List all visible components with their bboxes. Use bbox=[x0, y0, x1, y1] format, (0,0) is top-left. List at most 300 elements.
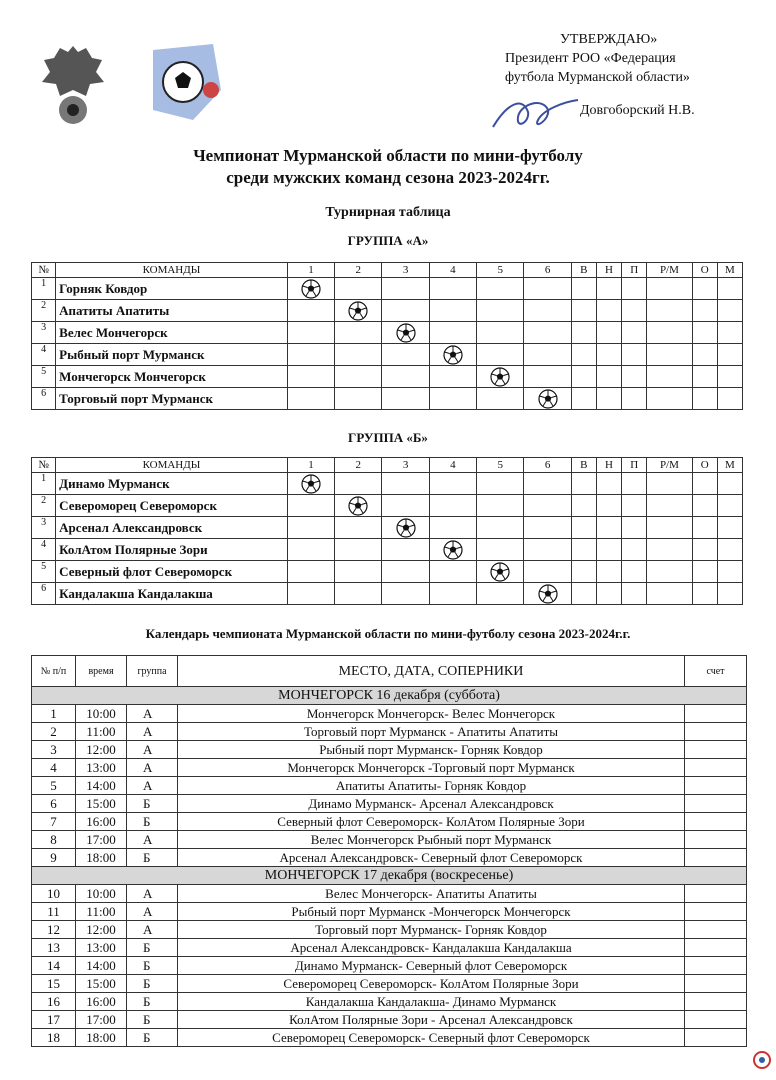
cell bbox=[524, 344, 571, 366]
match-row bbox=[32, 957, 747, 975]
cell bbox=[647, 388, 692, 410]
cell bbox=[287, 561, 334, 583]
table-row bbox=[32, 322, 743, 344]
header-col: 1 bbox=[287, 263, 334, 278]
match-group: Б bbox=[127, 1011, 178, 1029]
match-time: 13:00 bbox=[76, 759, 127, 777]
cell bbox=[717, 473, 742, 495]
match-score bbox=[685, 1029, 747, 1047]
match-number: 2 bbox=[32, 723, 76, 741]
cell bbox=[622, 388, 647, 410]
match-teams: Кандалакша Кандалакша- Динамо Мурманск bbox=[178, 993, 685, 1011]
cell bbox=[692, 539, 717, 561]
cell bbox=[477, 366, 524, 388]
cell bbox=[335, 561, 382, 583]
cell bbox=[622, 366, 647, 388]
match-time: 17:00 bbox=[76, 1011, 127, 1029]
team-name: Горняк Ковдор bbox=[56, 278, 288, 300]
match-group: А bbox=[127, 831, 178, 849]
cell bbox=[647, 366, 692, 388]
match-time: 14:00 bbox=[76, 777, 127, 795]
match-number: 6 bbox=[32, 795, 76, 813]
cell bbox=[571, 583, 596, 605]
row-number: 1 bbox=[32, 278, 56, 300]
table-row bbox=[32, 583, 743, 605]
match-score bbox=[685, 921, 747, 939]
cell bbox=[382, 344, 429, 366]
match-number: 18 bbox=[32, 1029, 76, 1047]
ball-icon bbox=[301, 474, 321, 494]
cell bbox=[647, 583, 692, 605]
cell bbox=[429, 517, 476, 539]
table-header-row bbox=[32, 263, 743, 278]
match-score bbox=[685, 885, 747, 903]
match-score bbox=[685, 777, 747, 795]
day-section-row bbox=[32, 687, 747, 705]
cell bbox=[429, 561, 476, 583]
match-group: А bbox=[127, 903, 178, 921]
row-number: 3 bbox=[32, 322, 56, 344]
header-matches: МЕСТО, ДАТА, СОПЕРНИКИ bbox=[178, 656, 685, 687]
match-time: 15:00 bbox=[76, 795, 127, 813]
ball-icon bbox=[490, 367, 510, 387]
team-name: Мончегорск Мончегорск bbox=[56, 366, 288, 388]
cell bbox=[692, 495, 717, 517]
cell bbox=[647, 322, 692, 344]
table-header-row bbox=[32, 458, 743, 473]
match-group: А bbox=[127, 705, 178, 723]
cell bbox=[382, 300, 429, 322]
match-teams: Динамо Мурманск- Арсенал Александровск bbox=[178, 795, 685, 813]
match-number: 9 bbox=[32, 849, 76, 867]
cell bbox=[717, 278, 742, 300]
match-score bbox=[685, 723, 747, 741]
cell bbox=[477, 583, 524, 605]
match-teams: Североморец Североморск- Северный флот Североморск bbox=[178, 1029, 685, 1047]
cell bbox=[287, 583, 334, 605]
header-col: 6 bbox=[524, 458, 571, 473]
cell bbox=[571, 539, 596, 561]
cell bbox=[717, 517, 742, 539]
cell bbox=[335, 539, 382, 561]
match-teams: Велес Мончегорск- Апатиты Апатиты bbox=[178, 885, 685, 903]
calendar-title: Календарь чемпионата Мурманской области по мини-футболу сезона 2023-2024г.г. bbox=[145, 626, 631, 641]
match-score bbox=[685, 939, 747, 957]
team-name: Североморец Североморск bbox=[56, 495, 288, 517]
cell bbox=[692, 561, 717, 583]
cell bbox=[524, 322, 571, 344]
match-number: 16 bbox=[32, 993, 76, 1011]
cell bbox=[571, 561, 596, 583]
cell bbox=[692, 583, 717, 605]
match-time: 12:00 bbox=[76, 741, 127, 759]
cell bbox=[524, 278, 571, 300]
approval-heading: УТВЕРЖДАЮ» bbox=[560, 32, 658, 47]
match-number: 3 bbox=[32, 741, 76, 759]
cell bbox=[429, 300, 476, 322]
cell bbox=[571, 322, 596, 344]
cell bbox=[596, 517, 621, 539]
match-group: Б bbox=[127, 795, 178, 813]
header-col: Н bbox=[596, 458, 621, 473]
match-teams: Арсенал Александровск- Северный флот Североморск bbox=[178, 849, 685, 867]
match-teams: Апатиты Апатиты- Горняк Ковдор bbox=[178, 777, 685, 795]
header-group: группа bbox=[127, 656, 178, 687]
row-number: 2 bbox=[32, 495, 56, 517]
match-teams: Рыбный порт Мурманск -Мончегорск Мончегорск bbox=[178, 903, 685, 921]
cell bbox=[622, 300, 647, 322]
match-time: 14:00 bbox=[76, 957, 127, 975]
table-row bbox=[32, 561, 743, 583]
cell bbox=[596, 322, 621, 344]
match-teams: Мончегорск Мончегорск- Велес Мончегорск bbox=[178, 705, 685, 723]
cell bbox=[287, 366, 334, 388]
match-score bbox=[685, 741, 747, 759]
match-time: 15:00 bbox=[76, 975, 127, 993]
match-number: 11 bbox=[32, 903, 76, 921]
match-row bbox=[32, 1011, 747, 1029]
match-group: Б bbox=[127, 1029, 178, 1047]
match-row bbox=[32, 939, 747, 957]
cell bbox=[524, 561, 571, 583]
cell bbox=[524, 583, 571, 605]
cell bbox=[717, 539, 742, 561]
row-number: 1 bbox=[32, 473, 56, 495]
header-teams: КОМАНДЫ bbox=[56, 263, 288, 278]
team-name: Кандалакша Кандалакша bbox=[56, 583, 288, 605]
cell bbox=[647, 278, 692, 300]
match-score bbox=[685, 903, 747, 921]
cell bbox=[647, 473, 692, 495]
header-col: П bbox=[622, 263, 647, 278]
header-num: № bbox=[32, 263, 56, 278]
ball-icon bbox=[538, 389, 558, 409]
header-time: время bbox=[76, 656, 127, 687]
match-time: 16:00 bbox=[76, 993, 127, 1011]
table-row bbox=[32, 473, 743, 495]
ball-icon bbox=[490, 562, 510, 582]
cell bbox=[692, 517, 717, 539]
cell bbox=[477, 388, 524, 410]
cell bbox=[596, 473, 621, 495]
cell bbox=[717, 388, 742, 410]
cell bbox=[571, 473, 596, 495]
match-teams: Торговый порт Мурманск - Апатиты Апатиты bbox=[178, 723, 685, 741]
header-col: Р/М bbox=[647, 458, 692, 473]
approval-position: Президент РОО «Федерация bbox=[505, 51, 676, 66]
match-teams: Велес Мончегорск Рыбный порт Мурманск bbox=[178, 831, 685, 849]
header-col: О bbox=[692, 458, 717, 473]
cell bbox=[382, 322, 429, 344]
match-row bbox=[32, 975, 747, 993]
match-score bbox=[685, 795, 747, 813]
cell bbox=[429, 473, 476, 495]
cell bbox=[335, 344, 382, 366]
header-col: 5 bbox=[477, 458, 524, 473]
cell bbox=[571, 517, 596, 539]
calendar-header-row bbox=[32, 656, 747, 687]
day-title: МОНЧЕГОРСК 16 декабря (суббота) bbox=[32, 687, 747, 705]
cell bbox=[717, 322, 742, 344]
match-group: А bbox=[127, 741, 178, 759]
cell bbox=[335, 583, 382, 605]
cell bbox=[571, 495, 596, 517]
cell bbox=[524, 300, 571, 322]
header-col: В bbox=[571, 458, 596, 473]
table-row bbox=[32, 344, 743, 366]
match-row bbox=[32, 921, 747, 939]
cell bbox=[596, 561, 621, 583]
match-number: 1 bbox=[32, 705, 76, 723]
header-col: 4 bbox=[429, 263, 476, 278]
cell bbox=[335, 278, 382, 300]
match-teams: Мончегорск Мончегорск -Торговый порт Мурманск bbox=[178, 759, 685, 777]
cell bbox=[382, 517, 429, 539]
cell bbox=[335, 517, 382, 539]
match-number: 5 bbox=[32, 777, 76, 795]
table-row bbox=[32, 388, 743, 410]
match-row bbox=[32, 759, 747, 777]
match-teams: Северный флот Североморск- КолАтом Полярные Зори bbox=[178, 813, 685, 831]
cell bbox=[596, 366, 621, 388]
cell bbox=[571, 300, 596, 322]
match-row bbox=[32, 741, 747, 759]
cell bbox=[717, 300, 742, 322]
cell bbox=[622, 278, 647, 300]
cell bbox=[647, 561, 692, 583]
match-score bbox=[685, 813, 747, 831]
murmansk-football-federation-logo bbox=[133, 30, 233, 130]
match-time: 12:00 bbox=[76, 921, 127, 939]
cell bbox=[524, 473, 571, 495]
cell bbox=[622, 517, 647, 539]
match-score bbox=[685, 831, 747, 849]
row-number: 6 bbox=[32, 583, 56, 605]
table-row bbox=[32, 366, 743, 388]
table-row bbox=[32, 539, 743, 561]
match-teams: Рыбный порт Мурманск- Горняк Ковдор bbox=[178, 741, 685, 759]
signatory-name: Довгоборский Н.В. bbox=[580, 103, 695, 118]
match-group: Б bbox=[127, 813, 178, 831]
match-score bbox=[685, 975, 747, 993]
ball-icon bbox=[396, 518, 416, 538]
cell bbox=[596, 495, 621, 517]
match-teams: Динамо Мурманск- Северный флот Североморск bbox=[178, 957, 685, 975]
team-name: Велес Мончегорск bbox=[56, 322, 288, 344]
match-group: Б bbox=[127, 939, 178, 957]
match-time: 17:00 bbox=[76, 831, 127, 849]
header-col: О bbox=[692, 263, 717, 278]
cell bbox=[335, 322, 382, 344]
cell bbox=[571, 366, 596, 388]
cell bbox=[717, 583, 742, 605]
cell bbox=[335, 300, 382, 322]
cell bbox=[382, 561, 429, 583]
match-row bbox=[32, 777, 747, 795]
cell bbox=[692, 300, 717, 322]
cell bbox=[571, 278, 596, 300]
cell bbox=[382, 583, 429, 605]
day-section-row bbox=[32, 867, 747, 885]
cell bbox=[382, 539, 429, 561]
match-time: 10:00 bbox=[76, 705, 127, 723]
ball-icon bbox=[396, 323, 416, 343]
match-row bbox=[32, 903, 747, 921]
cell bbox=[382, 278, 429, 300]
match-teams: КолАтом Полярные Зори - Арсенал Александровск bbox=[178, 1011, 685, 1029]
group-b-table bbox=[31, 457, 743, 605]
cell bbox=[692, 366, 717, 388]
team-name: КолАтом Полярные Зори bbox=[56, 539, 288, 561]
match-score bbox=[685, 759, 747, 777]
match-score bbox=[685, 1011, 747, 1029]
cell bbox=[429, 366, 476, 388]
header-col: П bbox=[622, 458, 647, 473]
cell bbox=[692, 388, 717, 410]
match-group: Б bbox=[127, 957, 178, 975]
cell bbox=[287, 539, 334, 561]
team-name: Рыбный порт Мурманск bbox=[56, 344, 288, 366]
cell bbox=[596, 388, 621, 410]
match-number: 12 bbox=[32, 921, 76, 939]
header-col: 3 bbox=[382, 458, 429, 473]
cell bbox=[477, 473, 524, 495]
cell bbox=[622, 322, 647, 344]
team-name: Арсенал Александровск bbox=[56, 517, 288, 539]
cell bbox=[335, 473, 382, 495]
cell bbox=[287, 300, 334, 322]
header-col: В bbox=[571, 263, 596, 278]
cell bbox=[717, 561, 742, 583]
match-time: 10:00 bbox=[76, 885, 127, 903]
cell bbox=[382, 366, 429, 388]
cell bbox=[477, 517, 524, 539]
team-name: Торговый порт Мурманск bbox=[56, 388, 288, 410]
standings-title: Турнирная таблица bbox=[325, 205, 451, 220]
header-col: М bbox=[717, 263, 742, 278]
header-col: 5 bbox=[477, 263, 524, 278]
cell bbox=[622, 473, 647, 495]
header-num: № bbox=[32, 458, 56, 473]
cell bbox=[382, 473, 429, 495]
row-number: 4 bbox=[32, 539, 56, 561]
match-score bbox=[685, 705, 747, 723]
header-col: 4 bbox=[429, 458, 476, 473]
cell bbox=[287, 344, 334, 366]
calendar-table bbox=[31, 655, 747, 1047]
approval-org: футбола Мурманской области» bbox=[505, 70, 690, 85]
match-row bbox=[32, 795, 747, 813]
cell bbox=[717, 344, 742, 366]
cell bbox=[596, 539, 621, 561]
match-group: Б bbox=[127, 975, 178, 993]
football-icon bbox=[752, 1050, 772, 1070]
row-number: 2 bbox=[32, 300, 56, 322]
match-group: А bbox=[127, 759, 178, 777]
cell bbox=[622, 561, 647, 583]
cell bbox=[596, 344, 621, 366]
cell bbox=[717, 495, 742, 517]
team-name: Северный флот Североморск bbox=[56, 561, 288, 583]
match-time: 18:00 bbox=[76, 1029, 127, 1047]
header-col: Н bbox=[596, 263, 621, 278]
match-row bbox=[32, 849, 747, 867]
match-score bbox=[685, 849, 747, 867]
match-row bbox=[32, 831, 747, 849]
row-number: 5 bbox=[32, 366, 56, 388]
team-name: Апатиты Апатиты bbox=[56, 300, 288, 322]
row-number: 5 bbox=[32, 561, 56, 583]
header-col: М bbox=[717, 458, 742, 473]
match-row bbox=[32, 813, 747, 831]
cell bbox=[524, 539, 571, 561]
cell bbox=[477, 495, 524, 517]
cell bbox=[647, 539, 692, 561]
cell bbox=[571, 388, 596, 410]
match-number: 13 bbox=[32, 939, 76, 957]
match-group: А bbox=[127, 723, 178, 741]
cell bbox=[692, 473, 717, 495]
russian-football-union-emblem bbox=[38, 38, 108, 128]
row-number: 6 bbox=[32, 388, 56, 410]
match-group: Б bbox=[127, 849, 178, 867]
cell bbox=[382, 388, 429, 410]
table-row bbox=[32, 517, 743, 539]
cell bbox=[622, 344, 647, 366]
cell bbox=[571, 344, 596, 366]
cell bbox=[287, 278, 334, 300]
cell bbox=[477, 322, 524, 344]
cell bbox=[429, 495, 476, 517]
cell bbox=[429, 322, 476, 344]
match-group: Б bbox=[127, 993, 178, 1011]
match-teams: Торговый порт Мурманск- Горняк Ковдор bbox=[178, 921, 685, 939]
cell bbox=[477, 344, 524, 366]
header-num: № п/п bbox=[32, 656, 76, 687]
match-score bbox=[685, 957, 747, 975]
match-time: 18:00 bbox=[76, 849, 127, 867]
cell bbox=[429, 278, 476, 300]
match-teams: Арсенал Александровск- Кандалакша Кандалакша bbox=[178, 939, 685, 957]
match-time: 11:00 bbox=[76, 903, 127, 921]
cell bbox=[429, 583, 476, 605]
group-b-title: ГРУППА «Б» bbox=[348, 430, 428, 445]
title-line-2: среди мужских команд сезона 2023-2024гг. bbox=[226, 168, 550, 187]
match-row bbox=[32, 1029, 747, 1047]
cell bbox=[524, 388, 571, 410]
cell bbox=[596, 278, 621, 300]
cell bbox=[596, 300, 621, 322]
cell bbox=[477, 278, 524, 300]
table-row bbox=[32, 495, 743, 517]
ball-icon bbox=[348, 301, 368, 321]
cell bbox=[717, 366, 742, 388]
cell bbox=[287, 388, 334, 410]
ball-icon bbox=[443, 345, 463, 365]
group-a-table bbox=[31, 262, 743, 410]
cell bbox=[382, 495, 429, 517]
cell bbox=[335, 366, 382, 388]
match-number: 10 bbox=[32, 885, 76, 903]
page-title bbox=[0, 145, 776, 189]
match-score bbox=[685, 993, 747, 1011]
table-row bbox=[32, 300, 743, 322]
ball-icon bbox=[443, 540, 463, 560]
cell bbox=[622, 539, 647, 561]
header-score: счет bbox=[685, 656, 747, 687]
cell bbox=[524, 517, 571, 539]
cell bbox=[647, 344, 692, 366]
